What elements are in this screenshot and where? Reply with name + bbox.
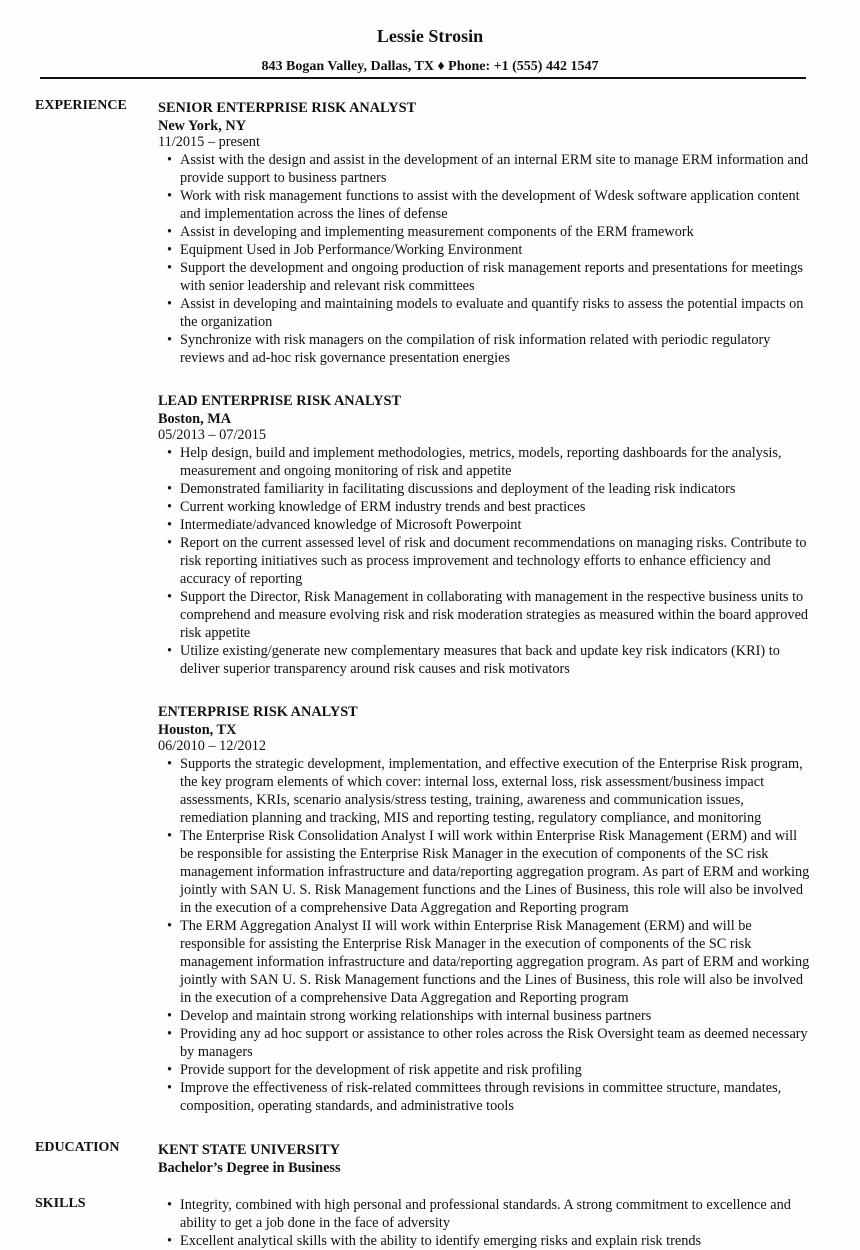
experience-section [35, 98, 825, 1139]
skills-list [158, 1196, 810, 1250]
skill-item: • Excellent analytical skills with the ability to identify emerging risks and explain risk trends [180, 1232, 810, 1250]
bullet-item: • Support the development and ongoing production of risk management reports and presentations for meetings with senior leadership and relevant risk committees [180, 259, 810, 295]
job-title: SENIOR ENTERPRISE RISK ANALYST [158, 100, 417, 116]
job-location: Boston, MA [158, 411, 232, 427]
bullet-item: • Supports the strategic development, implementation, and effective execution of the Enterprise Risk program, the key program elements of which cover: internal loss, external loss, risk assessment/business impact assessments, KRIs, scenario analysis/stress testing, training, awareness and communication issues, remediation planning and tracking, MIS and reporting testing, regulatory compliance, and monitoring [180, 755, 810, 827]
job-entry [158, 391, 825, 678]
job-bullets [158, 151, 810, 367]
bullet-item: • Synchronize with risk managers on the compilation of risk information related with periodic regulatory reviews and ad-hoc risk governance presentation energies [180, 331, 810, 367]
job-dates: 06/2010 – 12/2012 [158, 738, 267, 754]
bullet-item: • Current working knowledge of ERM industry trends and best practices [180, 498, 810, 516]
job-title: ENTERPRISE RISK ANALYST [158, 704, 358, 720]
bullet-item: • Assist with the design and assist in the development of an internal ERM site to manage ERM information and provide support to business partners [180, 151, 810, 187]
bullet-item: • Improve the effectiveness of risk-related committees through revisions in committee structure, mandates, composition, operating standards, and administrative tools [180, 1079, 810, 1115]
section-label: SKILLS [35, 1196, 86, 1211]
bullet-item: • Develop and maintain strong working relationships with internal business partners [180, 1007, 810, 1025]
candidate-name: Lessie Strosin [376, 26, 484, 46]
bullet-item: • The Enterprise Risk Consolidation Analyst I will work within Enterprise Risk Management (ERM) and will be responsible for assisting the Enterprise Risk Manager in the execution of components of the SC risk management information infrastructure and data/reporting aggregation program. As part of ERM and working jointly with SAN U. S. Risk Management functions and the Lines of Business, this role will also be involved in the execution of a comprehensive Data Aggregation and Reporting program [180, 827, 810, 917]
job-location: Houston, TX [158, 722, 237, 738]
job-bullets [158, 755, 810, 1115]
bullet-item: • Support the Director, Risk Management in collaborating with management in the respective business units to comprehend and measure evolving risk and risk moderation strategies as measured within the board approved risk appetite [180, 588, 810, 642]
job-entry [158, 98, 825, 367]
bullet-item: • Provide support for the development of risk appetite and risk profiling [180, 1061, 810, 1079]
skill-item: • Integrity, combined with high personal and professional standards. A strong commitment to excellence and ability to get a job done in the face of adversity [180, 1196, 810, 1232]
degree: Bachelor’s Degree in Business [158, 1160, 341, 1176]
job-location: New York, NY [158, 118, 247, 134]
bullet-item: • Work with risk management functions to assist with the development of Wdesk software application content and implementation across the lines of defense [180, 187, 810, 223]
contact-line: 843 Bogan Valley, Dallas, TX ♦ Phone: +1 (555) 442 1547 [261, 59, 599, 74]
bullet-item: • The ERM Aggregation Analyst II will work within Enterprise Risk Management (ERM) and will be responsible for assisting the Enterprise Risk Manager in the execution of components of the SC risk management information infrastructure and data/reporting aggregation program. As part of ERM and working jointly with SAN U. S. Risk Management functions and the Lines of Business, this role will also be involved in the execution of a comprehensive Data Aggregation and Reporting program [180, 917, 810, 1007]
school-name: KENT STATE UNIVERSITY [158, 1142, 340, 1158]
skills-section [35, 1196, 825, 1250]
job-dates: 11/2015 – present [158, 134, 260, 150]
bullet-item: • Equipment Used in Job Performance/Working Environment [180, 241, 810, 259]
bullet-item: • Assist in developing and implementing measurement components of the ERM framework [180, 223, 810, 241]
bullet-item: • Report on the current assessed level of risk and document recommendations on managing risks. Contribute to risk reporting initiatives such as process improvement and technology efforts to enhance efficiency and accuracy of reporting [180, 534, 810, 588]
job-entry [158, 702, 825, 1115]
bullet-item: • Utilize existing/generate new complementary measures that back and update key risk indicators (KRI) to deliver superior transparency around risk causes and risk motivators [180, 642, 810, 678]
bullet-item: • Providing any ad hoc support or assistance to other roles across the Risk Oversight team as deemed necessary by managers [180, 1025, 810, 1061]
education-section [35, 1140, 825, 1176]
section-label: EXPERIENCE [35, 98, 127, 113]
bullet-item: • Demonstrated familiarity in facilitating discussions and deployment of the leading risk indicators [180, 480, 810, 498]
bullet-item: • Intermediate/advanced knowledge of Microsoft Powerpoint [180, 516, 810, 534]
job-dates: 05/2013 – 07/2015 [158, 427, 267, 443]
bullet-item: • Assist in developing and maintaining models to evaluate and quantify risks to assess the potential impacts on the organization [180, 295, 810, 331]
bullet-item: • Help design, build and implement methodologies, metrics, models, reporting dashboards for the analysis, measurement and ongoing monitoring of risk and appetite [180, 444, 810, 480]
header-divider [40, 77, 806, 79]
job-bullets [158, 444, 810, 678]
job-title: LEAD ENTERPRISE RISK ANALYST [158, 393, 401, 409]
section-label: EDUCATION [35, 1140, 120, 1155]
